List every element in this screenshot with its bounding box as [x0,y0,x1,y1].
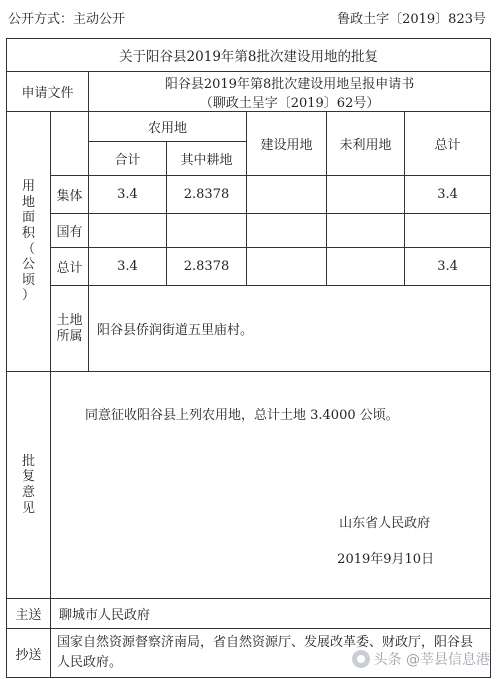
cell-arable: 2.8378 [167,248,247,286]
main-send-label: 主送 [7,599,51,629]
land-area-label-char: 公 [21,257,35,273]
document-title: 关于阳谷县2019年第8批次建设用地的批复 [7,39,491,72]
row-label: 集体 [51,176,89,214]
col-total: 总计 [405,112,491,176]
copy-send-value: 国家自然资源督察济南局，省自然资源厅、发展改革委、财政厅，阳谷县人民政府。 [51,629,491,678]
approval-label-char: 见 [21,500,35,516]
cell-unused [327,248,405,286]
cell-total: 3.4 [405,248,491,286]
cell-arable [167,214,247,248]
col-subtotal: 合计 [89,142,167,176]
cell-construction [247,214,327,248]
col-unused-land: 未利用地 [327,112,405,176]
cell-subtotal: 3.4 [89,248,167,286]
disclosure-text: 公开方式：主动公开 [8,12,126,27]
approval-label-char: 意 [21,485,35,500]
watermark-text: 头条 @莘县信息港 [373,652,490,668]
title-row [7,39,491,72]
cell-subtotal [89,214,167,248]
land-area-label-char: （ [21,241,35,257]
toutiao-logo-icon [352,650,370,668]
main-send-row [7,599,491,629]
row-label: 总计 [51,248,89,286]
application-line-1: 阳谷县2019年第8批次建设用地呈报申请书 [164,76,415,92]
approval-date: 2019年9月10日 [337,552,435,567]
approval-label [7,372,51,599]
approval-text: 同意征收阳谷县上列农用地，总计土地 3.4000 公顷。 [85,408,399,423]
col-agricultural-land: 农用地 [89,112,247,142]
application-line-2: （聊政土呈字〔2019〕62号） [199,95,380,111]
table-row [7,214,491,248]
col-arable: 其中耕地 [167,142,247,176]
approval-content [51,372,491,599]
land-area-label-char: 顷 [21,272,35,288]
row-label: 国有 [51,214,89,248]
ownership-label [51,286,89,372]
land-area-label-char: 积 [21,225,35,241]
land-area-label-char: ） [21,288,35,304]
land-area-label-char: 面 [21,210,35,226]
header-blank [51,112,89,176]
cell-unused [327,214,405,248]
cell-unused [327,176,405,214]
table-row [7,248,491,286]
cell-arable: 2.8378 [167,176,247,214]
approving-organization: 山东省人民政府 [339,516,431,531]
main-send-value: 聊城市人民政府 [51,599,491,629]
approval-label-char: 批 [21,453,35,469]
watermark [352,649,490,669]
approval-table [6,38,491,678]
land-area-label-char: 用 [21,179,35,195]
document-number: 鲁政土字〔2019〕823号 [337,12,486,27]
cell-construction [247,248,327,286]
ownership-value: 阳谷县侨润街道五里庙村。 [89,286,491,372]
area-header-row-1 [7,112,491,142]
ownership-label-line: 所属 [56,328,83,344]
col-construction-land: 建设用地 [247,112,327,176]
ownership-label-line: 土地 [56,312,83,328]
cell-total: 3.4 [405,176,491,214]
cell-subtotal: 3.4 [89,176,167,214]
cell-total [405,214,491,248]
copy-send-label: 抄送 [7,629,51,678]
land-area-label [7,112,51,372]
approval-label-char: 复 [21,469,35,485]
application-label: 申请文件 [7,72,89,112]
land-area-label-char: 地 [21,194,35,210]
table-row [7,176,491,214]
ownership-row [7,286,491,372]
approval-row [7,372,491,599]
application-value [89,72,491,112]
cell-construction [247,176,327,214]
application-row [7,72,491,112]
